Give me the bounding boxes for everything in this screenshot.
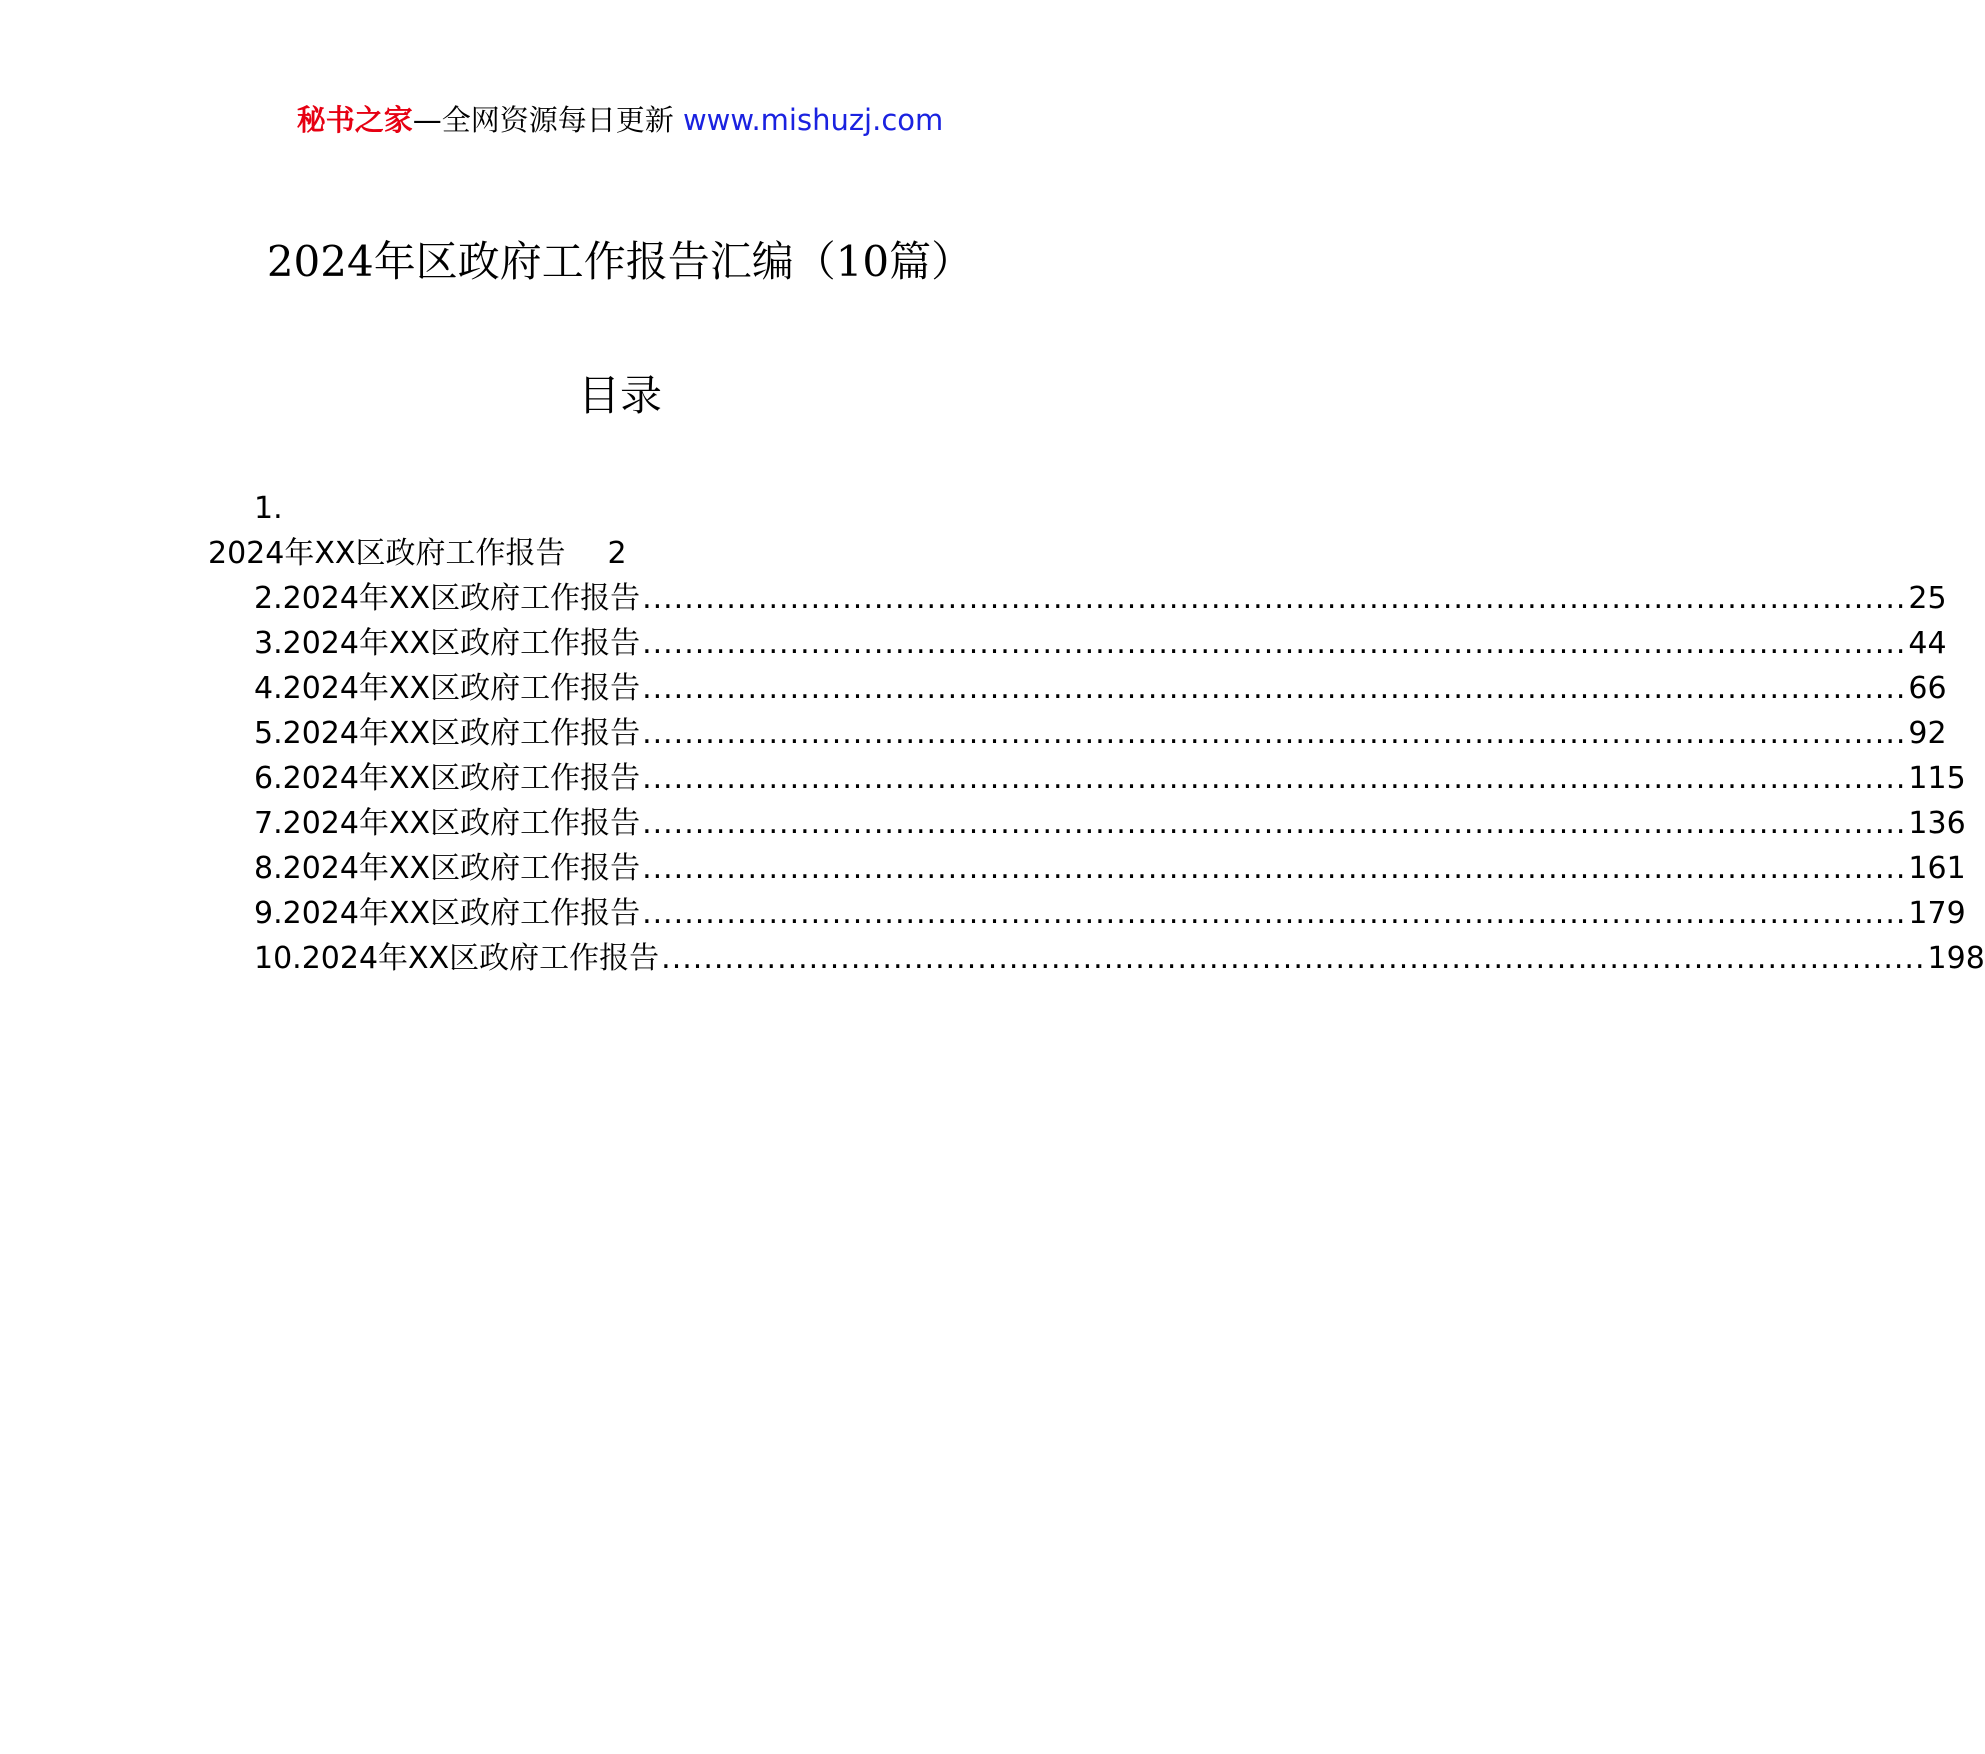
toc-entry-1[interactable]: [208, 531, 1048, 576]
document-title: 2024年区政府工作报告汇编（10篇）: [266, 237, 974, 286]
toc-entry-label: 3.2024年XX区政府工作报告: [254, 626, 641, 661]
site-url-link[interactable]: www.mishuzj.com: [682, 103, 944, 137]
toc-entry-label: 10.2024年XX区政府工作报告: [254, 941, 660, 976]
toc-entry-page: 66: [1908, 671, 1947, 706]
toc-entry-label: 5.2024年XX区政府工作报告: [254, 716, 641, 751]
toc-dot-leader: ........................................................................................................................: [642, 761, 1907, 796]
toc-entry-10[interactable]: [208, 936, 1985, 981]
toc-dot-leader: ........................................................................................................................: [642, 806, 1907, 841]
toc-entry-page: 2: [607, 536, 627, 571]
toc-entry-2[interactable]: [208, 576, 1947, 621]
toc-dot-leader: ........................................................................................................................: [642, 581, 1907, 616]
toc-dot-leader: ........................................................................................................................: [642, 716, 1907, 751]
toc-entry-1-number[interactable]: 1.: [254, 491, 283, 526]
toc-entry-page: 198: [1927, 941, 1985, 976]
toc-heading: 目录: [577, 371, 662, 420]
toc-entry-4[interactable]: [208, 666, 1947, 711]
table-of-contents: [208, 486, 1985, 981]
toc-entry-5[interactable]: [208, 711, 1947, 756]
site-banner: [0, 100, 1240, 140]
toc-entry-label: 7.2024年XX区政府工作报告: [254, 806, 641, 841]
toc-entry-3[interactable]: [208, 621, 1947, 666]
toc-entry-8[interactable]: [208, 846, 1966, 891]
toc-entry-label: 2.2024年XX区政府工作报告: [254, 581, 641, 616]
toc-dot-leader: ........................................................................................................................: [642, 851, 1907, 886]
toc-entry-label: 9.2024年XX区政府工作报告: [254, 896, 641, 931]
brand-name: 秘书之家: [296, 103, 413, 137]
toc-entry-label: 6.2024年XX区政府工作报告: [254, 761, 641, 796]
toc-dot-leader: ........................................................................................................................: [642, 896, 1907, 931]
toc-entry-page: 25: [1908, 581, 1947, 616]
toc-entry-page: 92: [1908, 716, 1947, 751]
toc-entry-label: 4.2024年XX区政府工作报告: [254, 671, 641, 706]
toc-entry-page: 115: [1908, 761, 1966, 796]
toc-dot-leader: ........................................................................................................................: [642, 671, 1907, 706]
toc-entry-page: 136: [1908, 806, 1966, 841]
toc-entry-page: 161: [1908, 851, 1966, 886]
toc-entry-7[interactable]: [208, 801, 1966, 846]
toc-entry-6[interactable]: [208, 756, 1966, 801]
toc-entry-label: 2024年XX区政府工作报告: [208, 536, 566, 571]
toc-dot-leader: ........................................................................................................................: [661, 941, 1926, 976]
toc-entry-page: 44: [1908, 626, 1947, 661]
toc-entry-9[interactable]: [208, 891, 1966, 936]
toc-entry-page: 179: [1908, 896, 1966, 931]
banner-slogan: —全网资源每日更新: [412, 103, 683, 137]
toc-dot-leader: ........................................................................................................................: [642, 626, 1907, 661]
toc-entry-label: 8.2024年XX区政府工作报告: [254, 851, 641, 886]
